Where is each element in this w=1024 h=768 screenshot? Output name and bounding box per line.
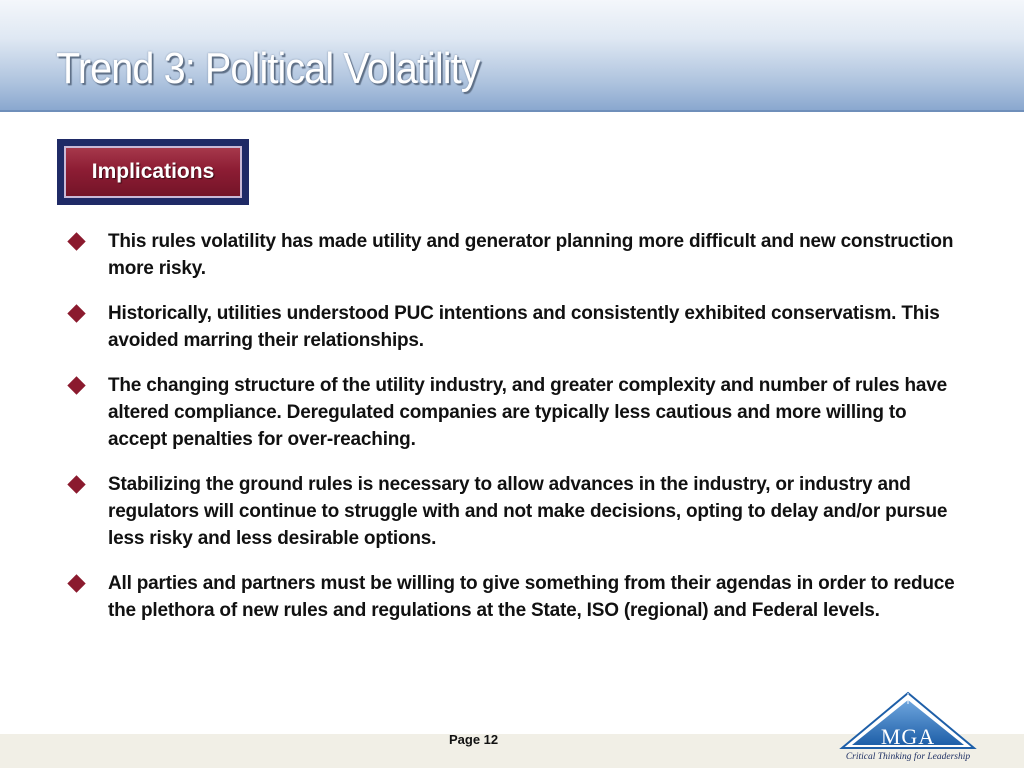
title-bar (0, 0, 1024, 112)
diamond-bullet-icon (67, 475, 85, 493)
company-logo (838, 690, 978, 766)
section-label: Implications (91, 160, 215, 183)
bullet-text: Historically, utilities understood PUC intentions and consistently exhibited conservatism. This avoided marring their relationships. (108, 303, 940, 351)
bullet-text: The changing structure of the utility industry, and greater complexity and number of rules have altered compliance. Deregulated companies are typically less cautious and more willing to accept penalties for over-reaching. (108, 375, 947, 450)
bullet-text: This rules volatility has made utility and generator planning more difficult and new construction more risky. (108, 231, 954, 279)
diamond-bullet-icon (67, 232, 85, 250)
diamond-bullet-icon (67, 376, 85, 394)
logo-tagline: Critical Thinking for Leadership (845, 752, 971, 762)
slide-title: Trend 3: Political Volatility (56, 44, 480, 93)
bullet-item (70, 228, 970, 282)
bullet-text: Stabilizing the ground rules is necessary to allow advances in the industry, or industry and regulators will continue to struggle with and not make decisions, opting to delay and/or pursue less risky and less desirable options. (108, 474, 948, 549)
section-header-box (57, 139, 249, 205)
bullet-item (70, 300, 970, 354)
bullet-item (70, 471, 970, 552)
bullet-item (70, 372, 970, 453)
bullet-item (70, 570, 970, 624)
section-header-inner (64, 146, 242, 198)
diamond-bullet-icon (67, 574, 85, 592)
bullet-text: All parties and partners must be willing to give something from their agendas in order to reduce the plethora of new rules and regulations at the State, ISO (regional) and Federal levels. (108, 573, 955, 621)
page-number: Page 12 (449, 732, 499, 747)
bullet-list (70, 228, 970, 642)
diamond-bullet-icon (67, 304, 85, 322)
logo-letters: MGA (880, 724, 936, 749)
